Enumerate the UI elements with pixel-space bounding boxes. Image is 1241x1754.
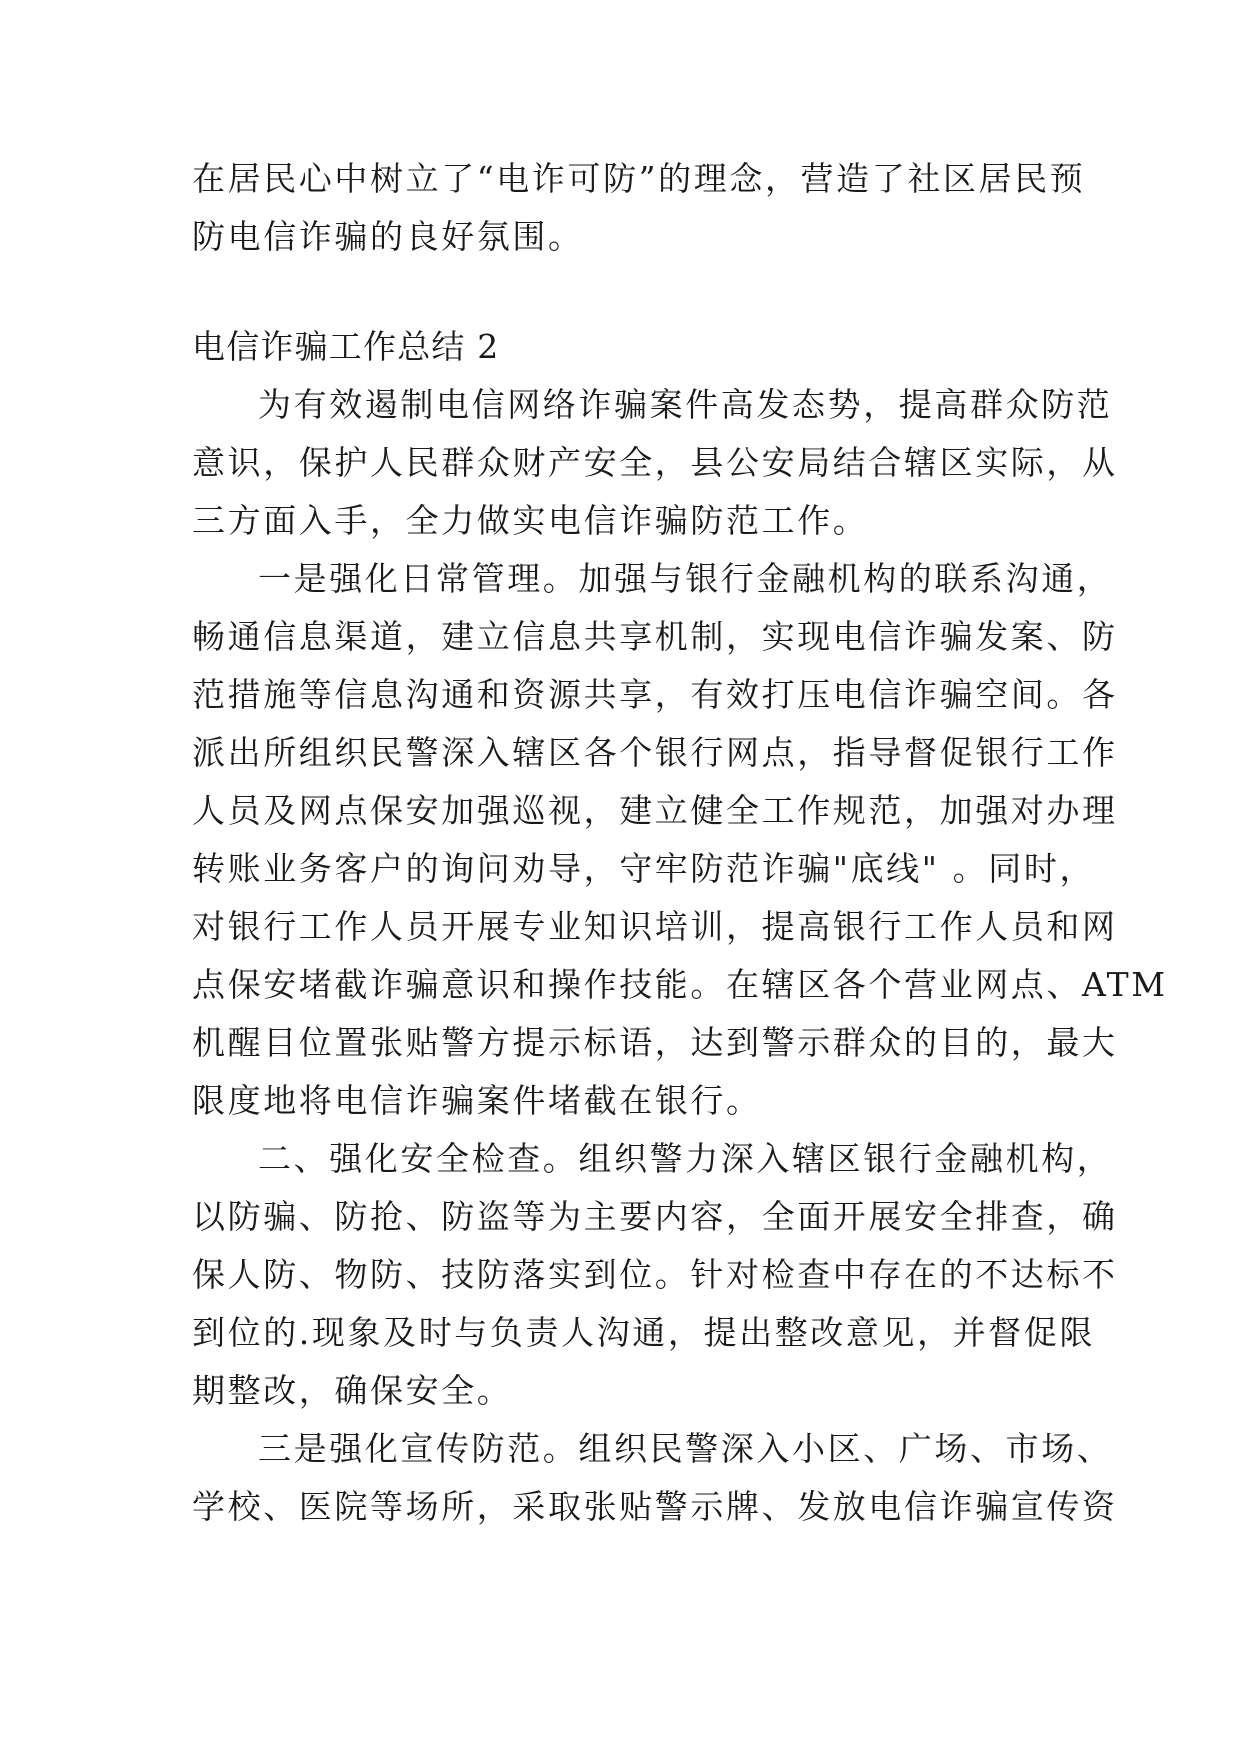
paragraph-line: 三是强化宣传防范。组织民警深入小区、广场、市场、: [258, 1429, 1113, 1468]
paragraph-intro: [192, 376, 1118, 550]
paragraph-line: 期整改，确保安全。: [192, 1371, 513, 1410]
paragraph-line: 派出所组织民警深入辖区各个银行网点，指导督促银行工作: [192, 733, 1118, 772]
paragraph-line: 保人防、物防、技防落实到位。针对检查中存在的不达标不: [192, 1255, 1118, 1294]
paragraph-publicity-prevention: [192, 1420, 1118, 1536]
paragraph-line: 范措施等信息沟通和资源共享，有效打压电信诈骗空间。各: [192, 675, 1118, 714]
paragraph-line: 人员及网点保安加强巡视，建立健全工作规范，加强对办理: [192, 791, 1118, 830]
paragraph-line: 学校、医院等场所，采取张贴警示牌、发放电信诈骗宣传资: [192, 1487, 1118, 1526]
paragraph-line: 转账业务客户的询问劝导，守牢防范诈骗"底线" 。同时，: [192, 849, 1096, 888]
paragraph-line: 限度地将电信诈骗案件堵截在银行。: [192, 1081, 762, 1120]
paragraph-line: 意识，保护人民群众财产安全，县公安局结合辖区实际，从: [192, 443, 1118, 482]
intro-line: 防电信诈骗的良好氛围。: [192, 217, 584, 256]
paragraph-line: 为有效遏制电信网络诈骗案件高发态势，提高群众防范: [258, 385, 1113, 424]
section-spacer: [192, 266, 1052, 318]
paragraph-daily-management: [192, 550, 1168, 1130]
paragraph-line: 畅通信息渠道，建立信息共享机制，实现电信诈骗发案、防: [192, 617, 1118, 656]
paragraph-line: 机醒目位置张贴警方提示标语，达到警示群众的目的，最大: [192, 1023, 1118, 1062]
section-title: 电信诈骗工作总结 2: [192, 327, 500, 366]
paragraph-line: 三方面入手，全力做实电信诈骗防范工作。: [192, 501, 869, 540]
paragraph-line: 以防骗、防抢、防盗等为主要内容，全面开展安全排查，确: [192, 1197, 1118, 1236]
paragraph-line: 到位的.现象及时与负责人沟通，提出整改意见，并督促限: [192, 1313, 1096, 1352]
intro-line: 在居民心中树立了“电诈可防”的理念，营造了社区居民预: [192, 159, 1086, 198]
paragraph-line: 点保安堵截诈骗意识和操作技能。在辖区各个营业网点、ATM: [192, 965, 1168, 1004]
paragraph-line: 二、强化安全检查。组织警力深入辖区银行金融机构，: [258, 1139, 1113, 1178]
paragraph-safety-inspection: [192, 1130, 1118, 1420]
document-body: [192, 150, 1168, 1536]
paragraph-line: 对银行工作人员开展专业知识培训，提高银行工作人员和网: [192, 907, 1118, 946]
paragraph-line: 一是强化日常管理。加强与银行金融机构的联系沟通，: [258, 559, 1113, 598]
